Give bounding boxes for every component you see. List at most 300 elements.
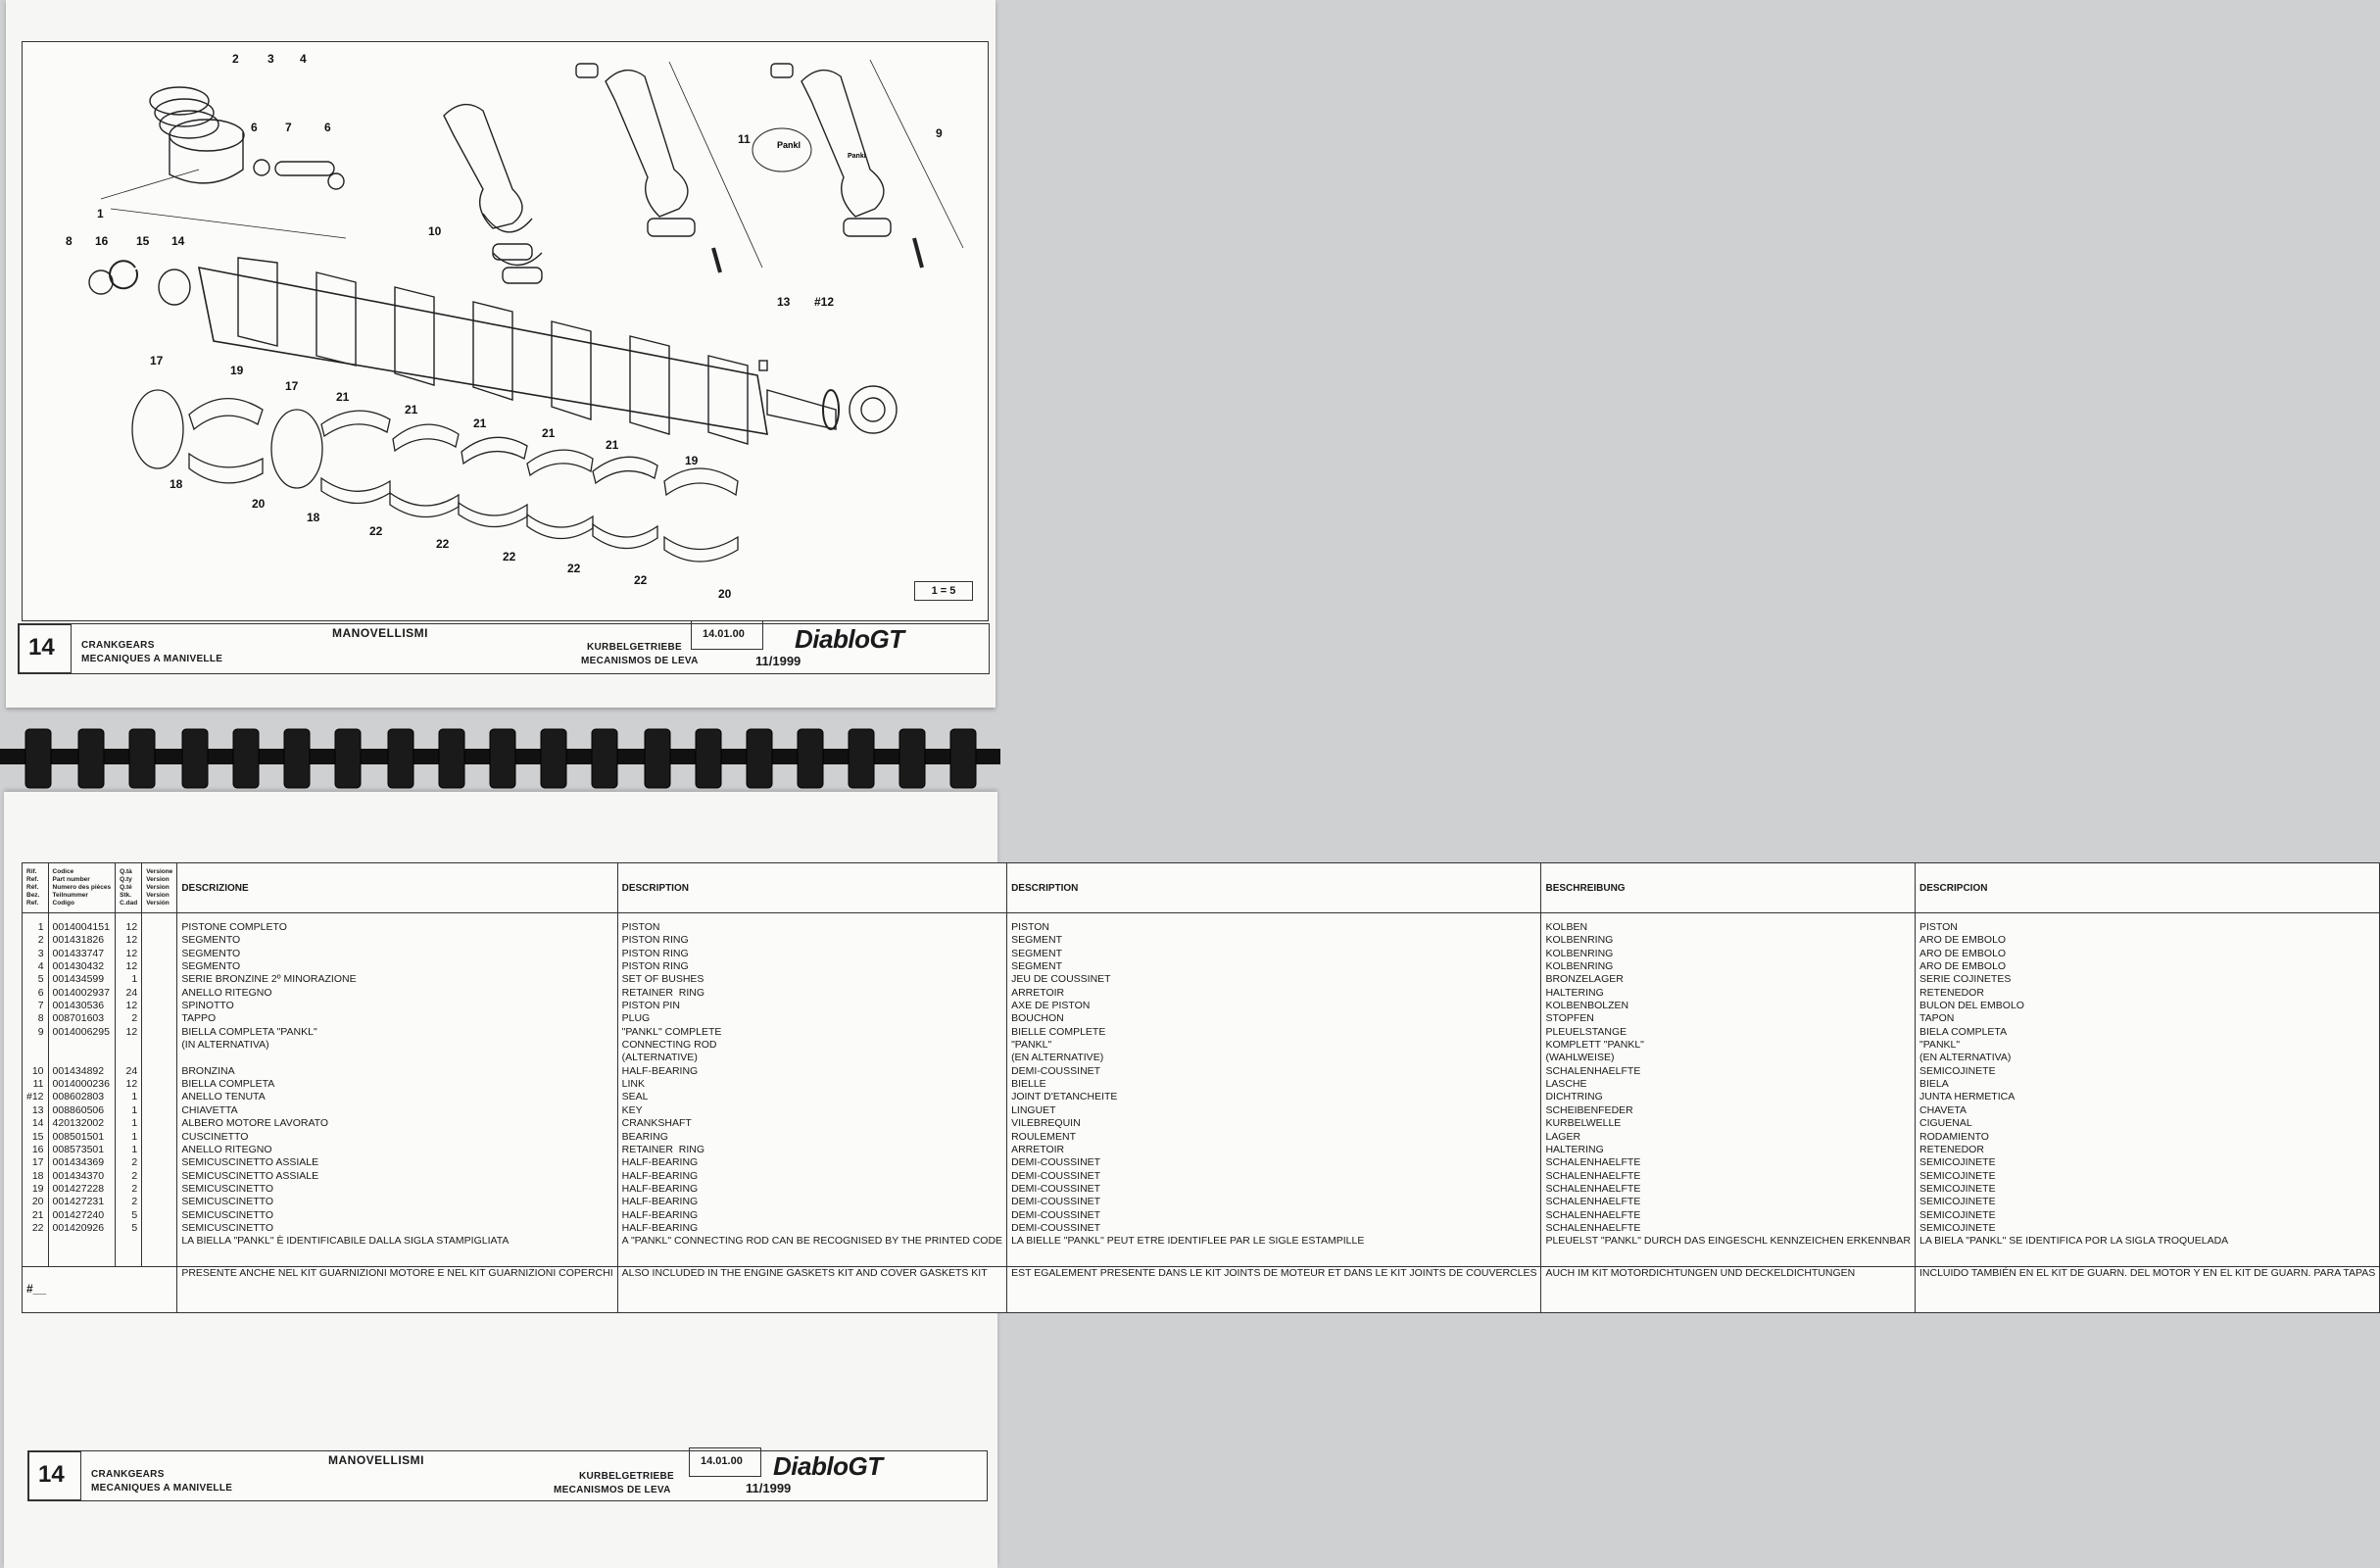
table-row (23, 1144, 2380, 1156)
version-cell (142, 934, 177, 947)
description-en-cell: HALF-BEARING (617, 1222, 1006, 1235)
code-cell: 001430536 (48, 1000, 116, 1012)
code-cell: 001430432 (48, 960, 116, 973)
code-cell: 001433747 (48, 948, 116, 960)
descripcion-cell: SEMICOJINETE (1915, 1065, 2379, 1078)
issue-date: 11/1999 (755, 654, 801, 668)
version-cell (142, 1222, 177, 1235)
descrizione-cell: SEMICUSCINETTO ASSIALE (177, 1156, 617, 1169)
description-en-cell: KEY (617, 1104, 1006, 1117)
diablo-gt-logo-bottom: DiabloGT (773, 1451, 883, 1481)
descrizione-cell: SEMICUSCINETTO (177, 1183, 617, 1196)
callout-15: 15 (136, 234, 150, 248)
callout-19a: 19 (230, 364, 244, 377)
callout-1: 1 (97, 207, 104, 220)
callout-21c: 21 (473, 416, 487, 430)
description-fr-cell: BOUCHON (1007, 1012, 1541, 1025)
piston-pin (275, 162, 334, 175)
table-row (23, 1000, 2380, 1012)
kit-italian: PRESENTE ANCHE NEL KIT GUARNIZIONI MOTORE E NEL KIT GUARNIZIONI COPERCHI (177, 1266, 617, 1312)
ref-cell: 11 (23, 1078, 49, 1091)
callout-22d: 22 (567, 562, 581, 575)
qty-cell: 1 (116, 1091, 142, 1103)
callout-19b: 19 (685, 454, 699, 467)
description-fr-cell: JEU DE COUSSINET (1007, 973, 1541, 986)
section-code: 14.01.00 (703, 628, 745, 640)
beschreibung-cell: SCHALENHAELFTE (1541, 1222, 1916, 1235)
beschreibung-cell: HALTERING (1541, 987, 1916, 1000)
code-cell: 008701603 (48, 1012, 116, 1025)
title-french-bottom: MECANIQUES A MANIVELLE (91, 1483, 233, 1494)
beschreibung-cell: LASCHE (1541, 1078, 1916, 1091)
descrizione-cell: SEMICUSCINETTO (177, 1196, 617, 1208)
header-code: Codice Part number Numero des pièces Teilnummer Codigo (48, 863, 116, 913)
code-cell: 001434370 (48, 1170, 116, 1183)
version-cell (142, 1104, 177, 1117)
note-english: A "PANKL" CONNECTING ROD CAN BE RECOGNISED BY THE PRINTED CODE (617, 1235, 1006, 1248)
descrizione-cell: BIELLA COMPLETA "PANKL" (IN ALTERNATIVA) (177, 1026, 617, 1065)
qty-cell: 24 (116, 987, 142, 1000)
beschreibung-cell: SCHALENHAELFTE (1541, 1183, 1916, 1196)
title-block-top (18, 623, 990, 674)
header-description-en: DESCRIPTION (617, 863, 1006, 913)
retainer-ring-6a (254, 160, 269, 175)
section-number-bottom: 14 (38, 1461, 65, 1488)
description-fr-cell: SEGMENT (1007, 960, 1541, 973)
version-cell (142, 1000, 177, 1012)
callout-10: 10 (428, 224, 442, 238)
code-cell: 001420926 (48, 1222, 116, 1235)
callout-16: 16 (95, 234, 109, 248)
callout-18b: 18 (307, 511, 320, 524)
beschreibung-cell: KOLBENBOLZEN (1541, 1000, 1916, 1012)
qty-cell: 2 (116, 1183, 142, 1196)
piston-body (170, 132, 243, 183)
table-header-row (23, 863, 2380, 913)
callout-22e: 22 (634, 573, 648, 587)
description-fr-cell: DEMI-COUSSINET (1007, 1065, 1541, 1078)
descrizione-cell: SEGMENTO (177, 934, 617, 947)
description-en-cell: PISTON RING (617, 960, 1006, 973)
description-en-cell: PISTON RING (617, 934, 1006, 947)
callout-11: 11 (738, 132, 751, 146)
crankshaft (89, 258, 897, 444)
beschreibung-cell: HALTERING (1541, 1144, 1916, 1156)
ref-cell: 17 (23, 1156, 49, 1169)
descrizione-cell: SEGMENTO (177, 960, 617, 973)
descrizione-cell: SEGMENTO (177, 948, 617, 960)
ref-cell: 20 (23, 1196, 49, 1208)
qty-cell: 2 (116, 1196, 142, 1208)
version-cell (142, 960, 177, 973)
description-fr-cell: ROULEMENT (1007, 1131, 1541, 1144)
description-en-cell: LINK (617, 1078, 1006, 1091)
callout-3: 3 (267, 52, 274, 66)
callout-22a: 22 (369, 524, 383, 538)
beschreibung-cell: SCHEIBENFEDER (1541, 1104, 1916, 1117)
descrizione-cell: SERIE BRONZINE 2º MINORAZIONE (177, 973, 617, 986)
kit-row (23, 1266, 2380, 1312)
version-cell (142, 1131, 177, 1144)
beschreibung-cell: KOLBENRING (1541, 960, 1916, 973)
callout-6b: 6 (324, 121, 331, 134)
title-spanish-bottom: MECANISMOS DE LEVA (554, 1485, 671, 1495)
descripcion-cell: SEMICOJINETE (1915, 1196, 2379, 1208)
ref-cell: 7 (23, 1000, 49, 1012)
description-fr-cell: PISTON (1007, 921, 1541, 934)
description-fr-cell: DEMI-COUSSINET (1007, 1209, 1541, 1222)
descrizione-cell: ANELLO TENUTA (177, 1091, 617, 1103)
header-beschreibung: BESCHREIBUNG (1541, 863, 1916, 913)
callout-14: 14 (171, 234, 185, 248)
kit-french: EST EGALEMENT PRESENTE DANS LE KIT JOINTS DE MOTEUR ET DANS LE KIT JOINTS DE COUVERCLES (1007, 1266, 1541, 1312)
descripcion-cell: ARO DE EMBOLO (1915, 934, 2379, 947)
table-row (23, 948, 2380, 960)
descripcion-cell: SEMICOJINETE (1915, 1183, 2379, 1196)
ref-cell: 18 (23, 1170, 49, 1183)
table-row (23, 1156, 2380, 1169)
crankgear-drawing (23, 42, 988, 620)
callout-12: #12 (814, 295, 835, 309)
qty-cell: 2 (116, 1156, 142, 1169)
descripcion-cell: BIELA COMPLETA "PANKL" (EN ALTERNATIVA) (1915, 1026, 2379, 1065)
description-fr-cell: BIELLE (1007, 1078, 1541, 1091)
code-cell: 001431826 (48, 934, 116, 947)
description-fr-cell: SEGMENT (1007, 948, 1541, 960)
version-cell (142, 1012, 177, 1025)
parts-table (22, 862, 2380, 1313)
table-row (23, 1091, 2380, 1103)
callout-2: 2 (232, 52, 239, 66)
descripcion-cell: SEMICOJINETE (1915, 1209, 2379, 1222)
beschreibung-cell: KOLBEN (1541, 921, 1916, 934)
kit-german: AUCH IM KIT MOTORDICHTUNGEN UND DECKELDICHTUNGEN (1541, 1266, 1916, 1312)
qty-cell: 12 (116, 948, 142, 960)
beschreibung-cell: STOPFEN (1541, 1012, 1916, 1025)
description-en-cell: HALF-BEARING (617, 1065, 1006, 1078)
beschreibung-cell: SCHALENHAELFTE (1541, 1209, 1916, 1222)
beschreibung-cell: BRONZELAGER (1541, 973, 1916, 986)
version-cell (142, 1091, 177, 1103)
version-cell (142, 1144, 177, 1156)
table-row (23, 1026, 2380, 1065)
ref-cell: #12 (23, 1091, 49, 1103)
table-row (23, 1065, 2380, 1078)
beschreibung-cell: KOLBENRING (1541, 934, 1916, 947)
callout-21e: 21 (606, 438, 619, 452)
qty-cell: 24 (116, 1065, 142, 1078)
code-cell: 008573501 (48, 1144, 116, 1156)
version-cell (142, 973, 177, 986)
code-cell: 420132002 (48, 1117, 116, 1130)
description-en-cell: PLUG (617, 1012, 1006, 1025)
callout-7: 7 (285, 121, 292, 134)
descripcion-cell: RODAMIENTO (1915, 1131, 2379, 1144)
code-cell: 001434892 (48, 1065, 116, 1078)
ref-cell: 15 (23, 1131, 49, 1144)
title-italian: MANOVELLISMI (332, 626, 428, 640)
description-fr-cell: DEMI-COUSSINET (1007, 1183, 1541, 1196)
version-cell (142, 1170, 177, 1183)
qty-cell: 5 (116, 1222, 142, 1235)
descripcion-cell: SEMICOJINETE (1915, 1170, 2379, 1183)
pankl-mark-1: Pankl (777, 140, 801, 150)
callout-17b: 17 (285, 379, 299, 393)
qty-cell: 1 (116, 1104, 142, 1117)
qty-cell: 1 (116, 1144, 142, 1156)
qty-cell: 5 (116, 1209, 142, 1222)
callout-4: 4 (300, 52, 307, 66)
descrizione-cell: TAPPO (177, 1012, 617, 1025)
description-en-cell: RETAINER RING (617, 1144, 1006, 1156)
descrizione-cell: ANELLO RITEGNO (177, 987, 617, 1000)
qty-cell: 2 (116, 1012, 142, 1025)
callout-21a: 21 (336, 390, 350, 404)
code-cell: 0014000236 (48, 1078, 116, 1091)
qty-cell: 1 (116, 1117, 142, 1130)
description-en-cell: SET OF BUSHES (617, 973, 1006, 986)
descrizione-cell: ANELLO RITEGNO (177, 1144, 617, 1156)
table-row (23, 973, 2380, 986)
note-german: PLEUELST "PANKL" DURCH DAS EINGESCHL KENNZEICHEN ERKENNBAR (1541, 1235, 1916, 1248)
table-row (23, 1012, 2380, 1025)
section-number: 14 (28, 634, 55, 661)
version-cell (142, 1117, 177, 1130)
code-cell: 001434599 (48, 973, 116, 986)
description-fr-cell: DEMI-COUSSINET (1007, 1156, 1541, 1169)
table-row (23, 1131, 2380, 1144)
note-french: LA BIELLE "PANKL" PEUT ETRE IDENTIFLEE PAR LE SIGLE ESTAMPILLE (1007, 1235, 1541, 1248)
table-row (23, 934, 2380, 947)
callout-20a: 20 (252, 497, 266, 511)
ref-cell: 6 (23, 987, 49, 1000)
version-cell (142, 948, 177, 960)
description-en-cell: "PANKL" COMPLETE CONNECTING ROD (ALTERNATIVE) (617, 1026, 1006, 1065)
ref-cell: 8 (23, 1012, 49, 1025)
ref-cell: 22 (23, 1222, 49, 1235)
code-cell: 008501501 (48, 1131, 116, 1144)
descripcion-cell: ARO DE EMBOLO (1915, 960, 2379, 973)
title-italian-bottom: MANOVELLISMI (328, 1453, 424, 1467)
beschreibung-cell: SCHALENHAELFTE (1541, 1170, 1916, 1183)
descrizione-cell: ALBERO MOTORE LAVORATO (177, 1117, 617, 1130)
ref-cell: 10 (23, 1065, 49, 1078)
beschreibung-cell: SCHALENHAELFTE (1541, 1196, 1916, 1208)
description-fr-cell: DEMI-COUSSINET (1007, 1170, 1541, 1183)
table-row (23, 1078, 2380, 1091)
callout-17a: 17 (150, 354, 164, 368)
descrizione-cell: SPINOTTO (177, 1000, 617, 1012)
kit-spanish: INCLUIDO TAMBIÉN EN EL KIT DE GUARN. DEL MOTOR Y EN EL KIT DE GUARN. PARA TAPAS (1915, 1266, 2379, 1312)
title-german-bottom: KURBELGETRIEBE (579, 1471, 674, 1482)
version-cell (142, 1209, 177, 1222)
table-row (23, 1104, 2380, 1117)
con-rod-11 (576, 64, 720, 272)
title-block-bottom (27, 1450, 988, 1501)
descripcion-cell: BULON DEL EMBOLO (1915, 1000, 2379, 1012)
header-description-fr: DESCRIPTION (1007, 863, 1541, 913)
ref-cell: 21 (23, 1209, 49, 1222)
version-cell (142, 987, 177, 1000)
version-cell (142, 1078, 177, 1091)
descrizione-cell: SEMICUSCINETTO ASSIALE (177, 1170, 617, 1183)
title-german: KURBELGETRIEBE (587, 642, 682, 653)
descrizione-cell: SEMICUSCINETTO (177, 1222, 617, 1235)
con-rod-10 (444, 105, 542, 283)
header-qty: Q.tà Q.ty Q.té Stk. C.dad (116, 863, 142, 913)
description-en-cell: PISTON RING (617, 948, 1006, 960)
version-cell (142, 1065, 177, 1078)
description-fr-cell: ARRETOIR (1007, 987, 1541, 1000)
descripcion-cell: SEMICOJINETE (1915, 1156, 2379, 1169)
description-fr-cell: SEGMENT (1007, 934, 1541, 947)
ref-cell: 2 (23, 934, 49, 947)
table-row (23, 987, 2380, 1000)
callout-22c: 22 (503, 550, 516, 564)
ref-cell: 1 (23, 921, 49, 934)
descripcion-cell: SERIE COJINETES (1915, 973, 2379, 986)
descripcion-cell: RETENEDOR (1915, 987, 2379, 1000)
qty-cell: 12 (116, 1026, 142, 1065)
descrizione-cell: CUSCINETTO (177, 1131, 617, 1144)
description-en-cell: BEARING (617, 1131, 1006, 1144)
notes-row (23, 1235, 2380, 1248)
qty-cell: 1 (116, 1131, 142, 1144)
header-version: Versione Version Version Version Versión (142, 863, 177, 913)
description-en-cell: HALF-BEARING (617, 1196, 1006, 1208)
table-row (23, 960, 2380, 973)
version-cell (142, 1183, 177, 1196)
spiral-binding (0, 725, 1000, 794)
description-en-cell: HALF-BEARING (617, 1170, 1006, 1183)
code-cell: 0014006295 (48, 1026, 116, 1065)
pankl-mark-2: Pankl (848, 153, 866, 160)
callout-6a: 6 (251, 121, 258, 134)
version-cell (142, 1026, 177, 1065)
code-cell: 0014002937 (48, 987, 116, 1000)
qty-cell: 12 (116, 960, 142, 973)
description-en-cell: HALF-BEARING (617, 1183, 1006, 1196)
descripcion-cell: SEMICOJINETE (1915, 1222, 2379, 1235)
description-fr-cell: AXE DE PISTON (1007, 1000, 1541, 1012)
description-en-cell: HALF-BEARING (617, 1209, 1006, 1222)
callout-22b: 22 (436, 537, 450, 551)
descrizione-cell: PISTONE COMPLETO (177, 921, 617, 934)
description-fr-cell: DEMI-COUSSINET (1007, 1196, 1541, 1208)
descripcion-cell: TAPON (1915, 1012, 2379, 1025)
qty-cell: 2 (116, 1170, 142, 1183)
title-french: MECANIQUES A MANIVELLE (81, 654, 223, 664)
ref-cell: 9 (23, 1026, 49, 1065)
qty-cell: 12 (116, 1000, 142, 1012)
kit-marker: #__ (23, 1266, 177, 1312)
table-row (23, 1209, 2380, 1222)
table-row (23, 921, 2380, 934)
title-spanish: MECANISMOS DE LEVA (581, 656, 699, 666)
description-en-cell: PISTON (617, 921, 1006, 934)
ref-cell: 3 (23, 948, 49, 960)
ref-cell: 19 (23, 1183, 49, 1196)
descripcion-cell: CHAVETA (1915, 1104, 2379, 1117)
description-fr-cell: JOINT D'ETANCHEITE (1007, 1091, 1541, 1103)
qty-cell: 12 (116, 1078, 142, 1091)
code-cell: 001427240 (48, 1209, 116, 1222)
descripcion-cell: BIELA (1915, 1078, 2379, 1091)
table-row (23, 1183, 2380, 1196)
parts-rows (23, 921, 2380, 1235)
code-cell: 001434369 (48, 1156, 116, 1169)
callout-9: 9 (936, 126, 943, 140)
descripcion-cell: CIGUENAL (1915, 1117, 2379, 1130)
header-descripcion: DESCRIPCION (1915, 863, 2379, 913)
descripcion-cell: PISTON (1915, 921, 2379, 934)
beschreibung-cell: KOLBENRING (1541, 948, 1916, 960)
beschreibung-cell: DICHTRING (1541, 1091, 1916, 1103)
code-cell: 001427228 (48, 1183, 116, 1196)
beschreibung-cell: SCHALENHAELFTE (1541, 1065, 1916, 1078)
description-en-cell: PISTON PIN (617, 1000, 1006, 1012)
description-fr-cell: LINGUET (1007, 1104, 1541, 1117)
description-fr-cell: BIELLE COMPLETE "PANKL" (EN ALTERNATIVE) (1007, 1026, 1541, 1065)
code-cell: 001427231 (48, 1196, 116, 1208)
descrizione-cell: CHIAVETTA (177, 1104, 617, 1117)
header-descrizione: DESCRIZIONE (177, 863, 617, 913)
title-english-bottom: CRANKGEARS (91, 1469, 165, 1480)
beschreibung-cell: KURBELWELLE (1541, 1117, 1916, 1130)
version-cell (142, 1196, 177, 1208)
callout-8: 8 (66, 234, 73, 248)
code-cell: 008860506 (48, 1104, 116, 1117)
descrizione-cell: BRONZINA (177, 1065, 617, 1078)
description-fr-cell: DEMI-COUSSINET (1007, 1222, 1541, 1235)
description-fr-cell: VILEBREQUIN (1007, 1117, 1541, 1130)
callout-20b: 20 (718, 587, 732, 601)
diablo-gt-logo: DiabloGT (795, 624, 904, 654)
description-en-cell: RETAINER RING (617, 987, 1006, 1000)
retainer-ring-6b (328, 173, 344, 189)
exploded-diagram (22, 41, 989, 621)
scale-box: 1 = 5 (914, 581, 973, 601)
beschreibung-cell: PLEUELSTANGE KOMPLETT "PANKL" (WAHLWEISE) (1541, 1026, 1916, 1065)
issue-date-bottom: 11/1999 (746, 1481, 792, 1495)
description-en-cell: HALF-BEARING (617, 1156, 1006, 1169)
ref-cell: 14 (23, 1117, 49, 1130)
ref-cell: 5 (23, 973, 49, 986)
callout-21d: 21 (542, 426, 556, 440)
descripcion-cell: ARO DE EMBOLO (1915, 948, 2379, 960)
version-cell (142, 921, 177, 934)
version-cell (142, 1156, 177, 1169)
descripcion-cell: RETENEDOR (1915, 1144, 2379, 1156)
note-spanish: LA BIELA "PANKL" SE IDENTIFICA POR LA SIGLA TROQUELADA (1915, 1235, 2379, 1248)
con-rod-9-pankl (753, 64, 922, 268)
ref-cell: 16 (23, 1144, 49, 1156)
callout-13: 13 (777, 295, 791, 309)
code-cell: 0014004151 (48, 921, 116, 934)
table-row (23, 1222, 2380, 1235)
beschreibung-cell: LAGER (1541, 1131, 1916, 1144)
callout-21b: 21 (405, 403, 418, 416)
table-row (23, 1117, 2380, 1130)
table-row (23, 1170, 2380, 1183)
title-english: CRANKGEARS (81, 640, 155, 651)
description-fr-cell: ARRETOIR (1007, 1144, 1541, 1156)
qty-cell: 12 (116, 934, 142, 947)
code-cell: 008602803 (48, 1091, 116, 1103)
description-en-cell: CRANKSHAFT (617, 1117, 1006, 1130)
note-italian: LA BIELLA "PANKL" È IDENTIFICABILE DALLA SIGLA STAMPIGLIATA (177, 1235, 617, 1248)
qty-cell: 12 (116, 921, 142, 934)
